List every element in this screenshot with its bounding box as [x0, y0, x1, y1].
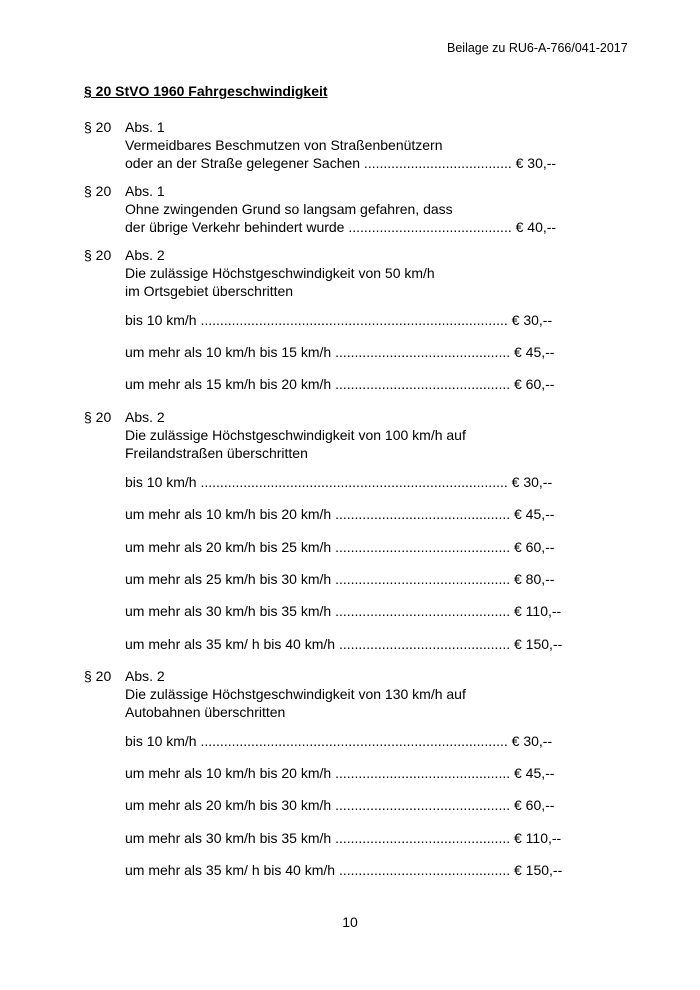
section-text-line: Die zulässige Höchstgeschwindigkeit von 130 km/h auf [125, 686, 466, 702]
section-body [125, 667, 466, 721]
fine-entry: um mehr als 35 km/ h bis 40 km/h ............................................ € 150,-- [125, 862, 563, 878]
section-text-line: Die zulässige Höchstgeschwindigkeit von 100 km/h auf [125, 427, 466, 443]
fine-entry: um mehr als 25 km/h bis 30 km/h ............................................. € 80,-- [125, 571, 555, 587]
section-text-line: im Ortsgebiet überschritten [125, 283, 294, 299]
abs-label: Abs. 2 [125, 668, 165, 684]
fine-entry: um mehr als 10 km/h bis 20 km/h ............................................. € 45,-- [125, 506, 555, 522]
fine-entry: um mehr als 10 km/h bis 20 km/h ............................................. € 45,-- [125, 765, 555, 781]
section-text-line: Ohne zwingenden Grund so langsam gefahren, dass [125, 201, 453, 217]
section-body [125, 182, 556, 236]
fine-entry: um mehr als 10 km/h bis 15 km/h ............................................. € 45,-- [125, 344, 555, 360]
section-body [125, 246, 435, 300]
fine-entry: um mehr als 35 km/ h bis 40 km/h ............................................ € 150,-- [125, 636, 563, 652]
fine-entry: bis 10 km/h ............................................................................... € 30,-- [125, 733, 553, 749]
paragraph-label: § 20 [84, 668, 112, 684]
document-reference: Beilage zu RU6-A-766/041-2017 [447, 41, 628, 55]
abs-label: Abs. 1 [125, 183, 165, 199]
section-text-line: der übrige Verkehr behindert wurde .......................................... € 40,-- [125, 219, 557, 235]
fine-entry: um mehr als 20 km/h bis 30 km/h ............................................. € 60,-- [125, 797, 555, 813]
section-text-line: Freilandstraßen überschritten [125, 445, 308, 461]
abs-label: Abs. 2 [125, 409, 165, 425]
abs-label: Abs. 1 [125, 119, 165, 135]
paragraph-label: § 20 [84, 119, 112, 135]
fine-entry: um mehr als 30 km/h bis 35 km/h ............................................. € 110,-- [125, 830, 562, 846]
fine-entry: um mehr als 20 km/h bis 25 km/h ............................................. € 60,-- [125, 539, 555, 555]
fine-entry: um mehr als 15 km/h bis 20 km/h ............................................. € 60,-- [125, 376, 555, 392]
fine-entry: bis 10 km/h ............................................................................... € 30,-- [125, 312, 553, 328]
section-text-line: Autobahnen überschritten [125, 704, 286, 720]
page-title: § 20 StVO 1960 Fahrgeschwindigkeit [84, 83, 328, 99]
fine-entry: um mehr als 30 km/h bis 35 km/h ............................................. € 110,-- [125, 603, 562, 619]
section-text-line: oder an der Straße gelegener Sachen ...................................... € 30,-- [125, 155, 557, 171]
section-body [125, 118, 556, 172]
fine-entry: bis 10 km/h ............................................................................... € 30,-- [125, 474, 553, 490]
section-body [125, 408, 466, 462]
abs-label: Abs. 2 [125, 247, 165, 263]
paragraph-label: § 20 [84, 247, 112, 263]
page-number: 10 [342, 914, 358, 930]
section-text-line: Die zulässige Höchstgeschwindigkeit von 50 km/h [125, 265, 435, 281]
paragraph-label: § 20 [84, 409, 112, 425]
paragraph-label: § 20 [84, 183, 112, 199]
section-text-line: Vermeidbares Beschmutzen von Straßenbenützern [125, 137, 443, 153]
